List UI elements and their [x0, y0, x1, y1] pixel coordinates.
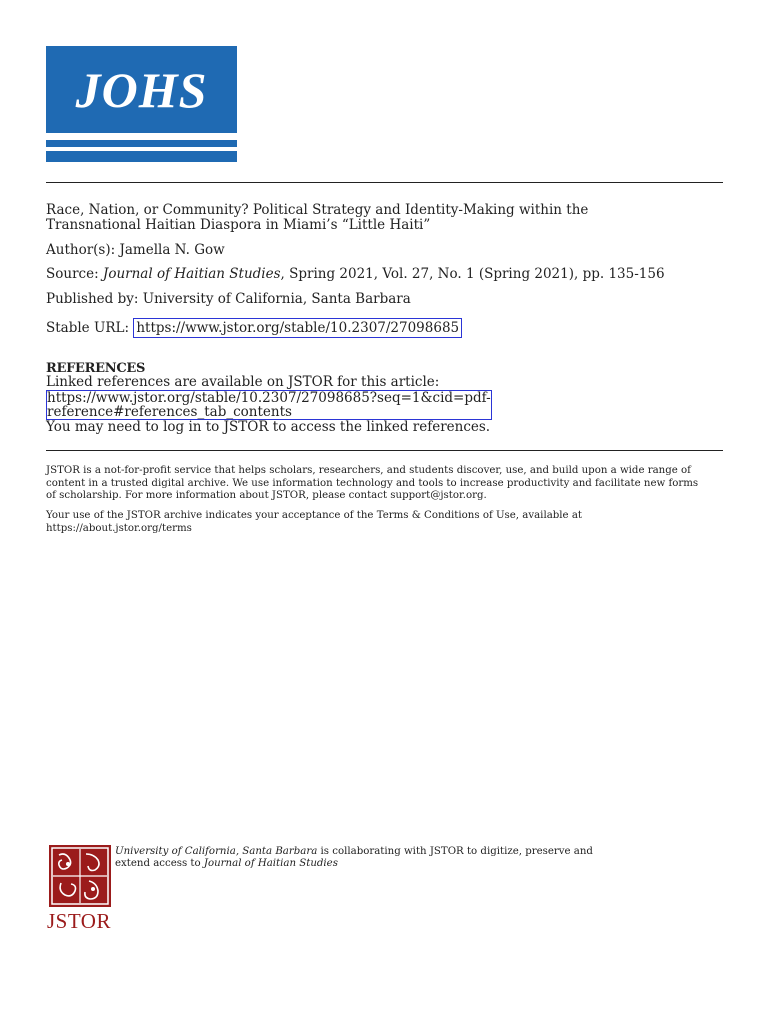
journal-name: Journal of Haitian Studies [102, 266, 281, 282]
references-text: Linked references are available on JSTOR for this article: [46, 374, 440, 390]
terms-text: Your use of the JSTOR archive indicates your acceptance of the Terms & Conditions of Use, available at [46, 510, 582, 521]
source-line [46, 266, 665, 282]
stable-url-line [46, 320, 462, 336]
authors-label: Author(s): [46, 242, 116, 258]
logo-stripe [46, 151, 237, 162]
collab-line [115, 858, 675, 870]
jstor-seal-icon [49, 845, 111, 907]
article-title [46, 203, 686, 233]
title-line: Race, Nation, or Community? Political Strategy and Identity-Making within the [46, 202, 589, 218]
jstor-wordmark: JSTOR [47, 909, 111, 933]
publisher-line [46, 291, 411, 307]
johs-logo [46, 46, 237, 162]
source-details: , Spring 2021, Vol. 27, No. 1 (Spring 2021), pp. 135-156 [280, 266, 665, 282]
publisher-value: University of California, Santa Barbara [142, 291, 411, 307]
divider [46, 182, 723, 183]
stable-url-link[interactable]: https://www.jstor.org/stable/10.2307/27098685 [133, 318, 462, 338]
collaboration-note [115, 846, 675, 870]
references-heading: REFERENCES [46, 361, 146, 376]
logo-stripe [46, 140, 237, 147]
collab-text: is collaborating with JSTOR to digitize, preserve and [317, 846, 593, 857]
references-login-note: You may need to log in to JSTOR to access the linked references. [46, 419, 491, 435]
jstor-description: JSTOR is a not-for-profit service that helps scholars, researchers, and students discover, use, and build upon a wide range of content in a trusted digital archive. We use information technology and tools to increase productivity and facilitate new forms of scholarship. For more information about JSTOR, please contact support@jstor.org. [46, 465, 699, 501]
collab-text: extend access to [115, 858, 204, 869]
terms-notice [46, 510, 706, 535]
johs-logo-text: JOHS [46, 46, 237, 133]
collab-institution: University of California, Santa Barbara [115, 846, 318, 857]
authors-value: Jamella N. Gow [119, 242, 225, 258]
jstor-logo [49, 845, 111, 934]
references-link[interactable] [46, 390, 492, 420]
references-link-line: reference#references_tab_contents [47, 404, 292, 420]
stable-url-label: Stable URL: [46, 320, 130, 336]
authors-line [46, 242, 225, 258]
title-line: Transnational Haitian Diaspora in Miami’s “Little Haiti” [46, 217, 431, 233]
references-block [46, 375, 492, 435]
references-link-line: https://www.jstor.org/stable/10.2307/27098685?seq=1&cid=pdf- [47, 390, 491, 406]
publisher-label: Published by: [46, 291, 139, 307]
terms-link[interactable]: https://about.jstor.org/terms [46, 522, 192, 534]
collab-line [115, 846, 675, 858]
source-label: Source: [46, 266, 99, 282]
divider [46, 450, 723, 451]
collab-journal: Journal of Haitian Studies [203, 858, 338, 869]
